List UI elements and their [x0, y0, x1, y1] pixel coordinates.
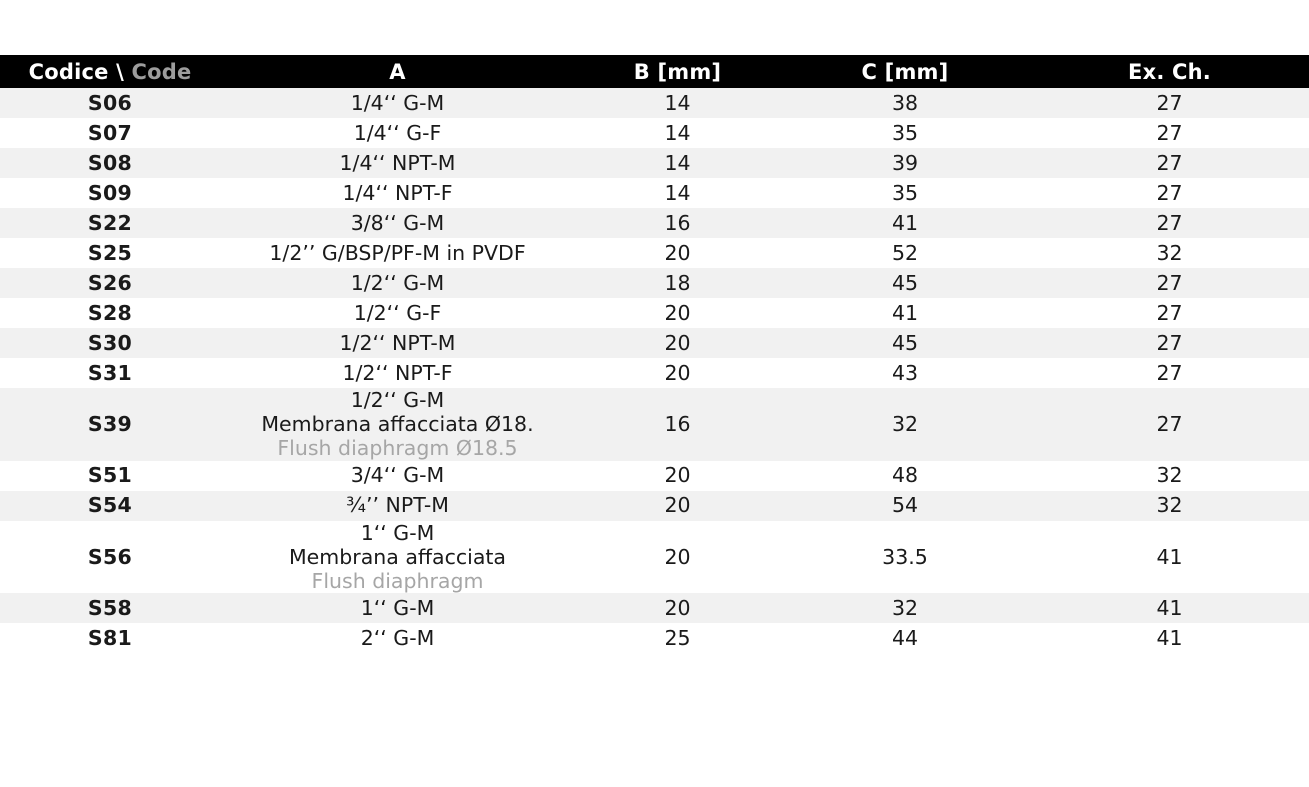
cell-ex-ch: 27	[1030, 268, 1309, 298]
cell-c: 43	[780, 358, 1030, 388]
cell-description	[220, 178, 575, 208]
cell-ex-ch: 27	[1030, 298, 1309, 328]
cell-b: 20	[575, 298, 780, 328]
cell-ex-ch: 32	[1030, 491, 1309, 521]
cell-c: 54	[780, 491, 1030, 521]
cell-b: 14	[575, 178, 780, 208]
cell-description	[220, 208, 575, 238]
cell-description	[220, 388, 575, 461]
description-line-it: 1/4‘‘ G-F	[353, 120, 442, 145]
cell-code: S56	[0, 521, 220, 594]
cell-description	[220, 491, 575, 521]
cell-code: S28	[0, 298, 220, 328]
cell-code: S09	[0, 178, 220, 208]
table-row	[0, 268, 1309, 298]
table-row	[0, 328, 1309, 358]
cell-b: 20	[575, 358, 780, 388]
cell-b: 16	[575, 208, 780, 238]
description-line-it: 2‘‘ G-M	[360, 626, 435, 651]
description-line-it: Membrana affacciata Ø18.	[261, 412, 534, 437]
description-line-it: 1/2‘‘ G-F	[353, 300, 442, 325]
table-row	[0, 593, 1309, 623]
cell-b: 14	[575, 118, 780, 148]
cell-b: 20	[575, 328, 780, 358]
table-row	[0, 238, 1309, 268]
cell-description	[220, 328, 575, 358]
cell-code: S22	[0, 208, 220, 238]
description-line-it: 3/8‘‘ G-M	[350, 210, 445, 235]
cell-description	[220, 88, 575, 118]
cell-code: S26	[0, 268, 220, 298]
cell-c: 44	[780, 623, 1030, 653]
column-header-ex-ch: Ex. Ch.	[1030, 55, 1309, 88]
cell-ex-ch: 32	[1030, 238, 1309, 268]
cell-b: 18	[575, 268, 780, 298]
cell-c: 35	[780, 118, 1030, 148]
table-row	[0, 358, 1309, 388]
description-line-it: 1/4‘‘ NPT-F	[342, 180, 453, 205]
cell-ex-ch: 41	[1030, 623, 1309, 653]
column-header-a: A	[220, 55, 575, 88]
table-row	[0, 298, 1309, 328]
cell-b: 14	[575, 88, 780, 118]
cell-code: S08	[0, 148, 220, 178]
description-line-it: 1/2‘‘ NPT-F	[342, 360, 453, 385]
table-row	[0, 118, 1309, 148]
cell-c: 32	[780, 593, 1030, 623]
cell-ex-ch: 32	[1030, 461, 1309, 491]
cell-description	[220, 521, 575, 594]
description-line-it: 1‘‘ G-M	[360, 596, 435, 621]
description-line-it: 1‘‘ G-M	[360, 520, 435, 545]
cell-c: 38	[780, 88, 1030, 118]
table-row	[0, 148, 1309, 178]
cell-code: S54	[0, 491, 220, 521]
description-line-it: 1/2’’ G/BSP/PF-M in PVDF	[269, 240, 526, 265]
column-header-code-it: Codice	[28, 59, 109, 84]
cell-b: 20	[575, 521, 780, 594]
cell-ex-ch: 27	[1030, 178, 1309, 208]
cell-code: S25	[0, 238, 220, 268]
table-body	[0, 88, 1309, 653]
cell-b: 20	[575, 461, 780, 491]
cell-ex-ch: 27	[1030, 328, 1309, 358]
table-row	[0, 491, 1309, 521]
cell-c: 35	[780, 178, 1030, 208]
cell-description	[220, 593, 575, 623]
cell-ex-ch: 27	[1030, 358, 1309, 388]
cell-c: 33.5	[780, 521, 1030, 594]
description-line-it: ¾’’ NPT-M	[346, 493, 449, 518]
description-line-it: 1/2‘‘ G-M	[350, 388, 445, 412]
description-line-it: 1/2‘‘ G-M	[350, 270, 445, 295]
cell-c: 41	[780, 208, 1030, 238]
cell-code: S06	[0, 88, 220, 118]
table-row	[0, 178, 1309, 208]
column-header-c: C [mm]	[780, 55, 1030, 88]
cell-ex-ch: 27	[1030, 148, 1309, 178]
spec-sheet	[0, 55, 1309, 787]
cell-b: 20	[575, 593, 780, 623]
description-line-en: Flush diaphragm Ø18.5	[277, 436, 518, 461]
cell-b: 25	[575, 623, 780, 653]
cell-code: S51	[0, 461, 220, 491]
table-header	[0, 55, 1309, 88]
table-row	[0, 623, 1309, 653]
cell-ex-ch: 27	[1030, 118, 1309, 148]
description-line-en: Flush diaphragm	[311, 568, 484, 593]
table-row	[0, 88, 1309, 118]
cell-c: 45	[780, 328, 1030, 358]
cell-b: 14	[575, 148, 780, 178]
cell-description	[220, 623, 575, 653]
cell-ex-ch: 27	[1030, 388, 1309, 461]
cell-description	[220, 298, 575, 328]
column-header-code-separator: \	[108, 59, 132, 84]
cell-ex-ch: 27	[1030, 88, 1309, 118]
cell-code: S30	[0, 328, 220, 358]
description-line-it: 1/4‘‘ NPT-M	[339, 150, 456, 175]
table-row	[0, 208, 1309, 238]
cell-b: 20	[575, 238, 780, 268]
description-line-it: 1/2‘‘ NPT-M	[339, 330, 456, 355]
cell-description	[220, 358, 575, 388]
cell-code: S07	[0, 118, 220, 148]
description-line-it: 3/4‘‘ G-M	[350, 463, 445, 488]
table-header-row	[0, 55, 1309, 88]
column-header-b: B [mm]	[575, 55, 780, 88]
table-row	[0, 388, 1309, 461]
cell-ex-ch: 41	[1030, 593, 1309, 623]
cell-description	[220, 461, 575, 491]
cell-code: S81	[0, 623, 220, 653]
cell-c: 48	[780, 461, 1030, 491]
cell-c: 39	[780, 148, 1030, 178]
cell-ex-ch: 27	[1030, 208, 1309, 238]
cell-c: 32	[780, 388, 1030, 461]
column-header-code	[0, 55, 220, 88]
cell-description	[220, 268, 575, 298]
table-row	[0, 461, 1309, 491]
cell-ex-ch: 41	[1030, 521, 1309, 594]
cell-code: S39	[0, 388, 220, 461]
cell-b: 16	[575, 388, 780, 461]
cell-c: 45	[780, 268, 1030, 298]
cell-description	[220, 238, 575, 268]
cell-b: 20	[575, 491, 780, 521]
table-row	[0, 521, 1309, 594]
cell-c: 41	[780, 298, 1030, 328]
cell-code: S58	[0, 593, 220, 623]
cell-description	[220, 118, 575, 148]
description-line-it: Membrana affacciata	[289, 544, 506, 569]
cell-code: S31	[0, 358, 220, 388]
cell-description	[220, 148, 575, 178]
description-line-it: 1/4‘‘ G-M	[350, 90, 445, 115]
specification-table	[0, 55, 1309, 653]
column-header-code-en: Code	[131, 59, 192, 84]
cell-c: 52	[780, 238, 1030, 268]
